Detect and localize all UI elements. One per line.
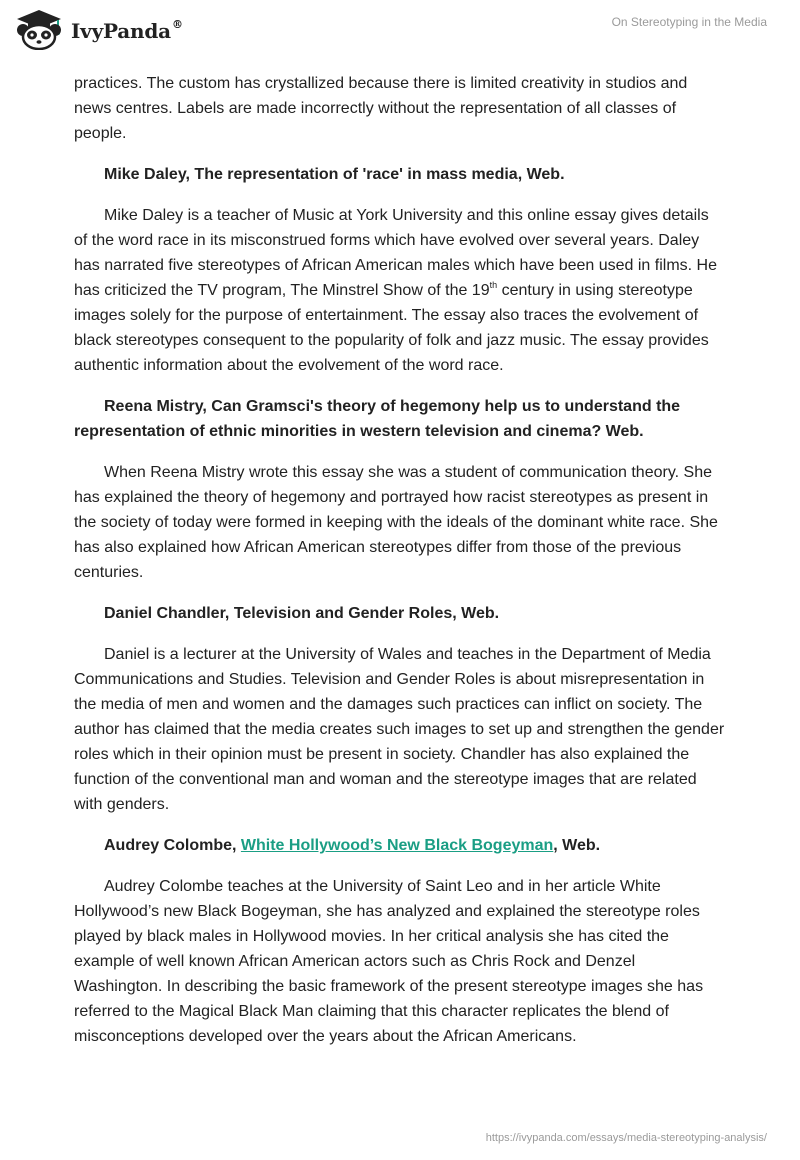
brand-name: IvyPanda® <box>71 18 183 43</box>
annotation-chandler: Daniel is a lecturer at the University of Wales and teaches in the Department of Media Communications and Studies. Television and Gender Roles is about misrepresentation in the media of men and women and the damages such practices can inflict on society. The author has claimed that the media creates such images to set up and strengthen the gender roles which in their opinion must be present in society. Chandler has also explained the function of the conventional man and woman and the stereotype images that are related with genders. <box>74 646 725 813</box>
reference-heading-mistry: Reena Mistry, Can Gramsci's theory of hegemony help us to understand the representation of ethnic minorities in western television and cinema? Web. <box>74 398 681 440</box>
document-title: On Stereotyping in the Media <box>611 15 767 29</box>
annotation-colombe: Audrey Colombe teaches at the University of Saint Leo and in her article White Hollywood’s new Black Bogeyman, she has analyzed and explained the stereotype roles played by black males in Hollywood movies. In her critical analysis she has cited the example of well known African American actors such as Chris Rock and Denzel Washington. In describing the basic framework of the present stereotype images she has referred to the Magical Black Man claiming that this character replicates the blend of misconceptions developed over the years about the African Americans. <box>74 878 704 1045</box>
footer-url[interactable]: https://ivypanda.com/essays/media-stereotyping-analysis/ <box>485 1132 767 1144</box>
annotation-daley: Mike Daley is a teacher of Music at York University and this online essay gives details of the word race in its misconstrued forms which have evolved over several years. Daley has narrated five stereotypes of African American males which have been used in films. He has criticized the TV program, The Minstrel Show of the 19th century in using stereotype images solely for the purpose of entertainment. The essay also traces the evolvement of black stereotypes consequent to the popularity of folk and jazz music. The essay provides authentic information about the evolvement of the word race. <box>74 207 717 374</box>
page-header <box>0 0 800 70</box>
reference-heading-chandler: Daniel Chandler, Television and Gender Roles, Web. <box>104 605 500 622</box>
reference-heading-colombe: Audrey Colombe, White Hollywood’s New Black Bogeyman, Web. <box>104 837 601 854</box>
paragraph-continuation: practices. The custom has crystallized because there is limited creativity in studios and news centres. Labels are made incorrectly without the representation of all classes of people. <box>74 75 688 142</box>
essay-content <box>74 71 726 1049</box>
panda-logo-icon <box>14 8 64 50</box>
article-link[interactable]: White Hollywood’s New Black Bogeyman <box>240 837 554 854</box>
reference-heading-daley: Mike Daley, The representation of 'race' in mass media, Web. <box>104 166 565 183</box>
brand-logo[interactable] <box>14 8 183 50</box>
annotation-mistry: When Reena Mistry wrote this essay she was a student of communication theory. She has explained the theory of hegemony and portrayed how racist stereotypes as present in the society of today were formed in keeping with the ideals of the dominant white race. She has also explained how African American stereotypes differ from those of the previous centuries. <box>74 464 718 581</box>
